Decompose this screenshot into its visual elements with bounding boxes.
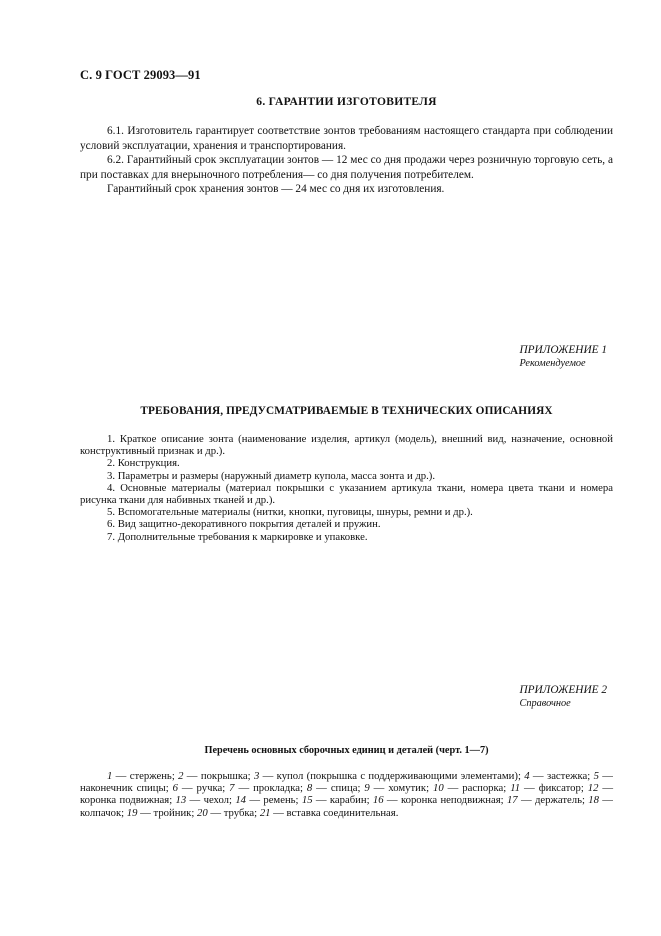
paragraph-6-1: 6.1. Изготовитель гарантирует соответствие зонтов требованиям настоящего стандарта при соблюдении условий эксплуатации, хранения и транспортирования. <box>80 125 613 152</box>
part-number: 16 <box>372 794 384 807</box>
part-item: 8 — спица; <box>306 782 365 795</box>
part-name: прокладка <box>253 782 300 795</box>
part-number: 10 <box>433 782 444 795</box>
appendix-1-label-block <box>519 343 607 371</box>
appendix-2-title: Перечень основных сборочных единиц и деталей (черт. 1—7) <box>204 745 489 756</box>
section-6-paragraph-2 <box>80 153 613 182</box>
part-item: 14 — ремень; <box>235 794 302 807</box>
part-number: 21 <box>259 806 271 819</box>
part-name: фиксатор <box>538 782 581 795</box>
paragraph-6-2: 6.2. Гарантийный срок эксплуатации зонтов — 12 мес со дня продажи через розничную торговую сеть, а при поставках для внерыночного потребления— со дня получения потребителем. <box>80 154 613 181</box>
part-number: 3 <box>253 770 260 782</box>
part-name: застежка <box>546 770 588 782</box>
part-name: ремень <box>263 794 296 807</box>
part-item: 19 — тройник; <box>126 806 198 819</box>
page-header: С. 9 ГОСТ 29093—91 <box>80 68 201 82</box>
part-number: 15 <box>301 794 313 807</box>
part-number: 2 <box>178 770 184 782</box>
part-number: 18 <box>588 794 599 807</box>
part-item: 10 — распорка; <box>433 782 511 795</box>
parts-list <box>80 770 613 819</box>
part-name: хомутик <box>388 782 427 795</box>
part-number: 6 <box>172 782 178 795</box>
appendix-2-label-block <box>519 683 607 711</box>
part-number: 14 <box>235 794 246 807</box>
part-number: 1 <box>107 770 113 782</box>
list-item: 7. Дополнительные требования к маркировке и упаковке. <box>107 530 368 543</box>
part-number: 20 <box>197 806 208 819</box>
part-item: 5 — наконечник спицы; <box>80 770 613 795</box>
list-item: 5. Вспомогательные материалы (нитки, кнопки, пуговицы, шнуры, ремни и др.). <box>107 506 473 519</box>
part-item: 17 — держатель; <box>506 794 589 807</box>
part-number: 4 <box>524 770 530 782</box>
part-number: 8 <box>306 782 313 795</box>
section-6-title: 6. ГАРАНТИИ ИЗГОТОВИТЕЛЯ <box>256 96 437 108</box>
part-item: 6 — ручка; <box>172 782 230 795</box>
section-6-paragraph-3 <box>80 182 613 197</box>
part-name: распорка <box>462 782 504 795</box>
part-item: 20 — трубка; <box>197 806 260 819</box>
part-item: 7 — прокладка; <box>229 782 307 795</box>
appendix-2-label: ПРИЛОЖЕНИЕ 2 <box>519 684 607 696</box>
appendix-1-title: ТРЕБОВАНИЯ, ПРЕДУСМАТРИВАЕМЫЕ В ТЕХНИЧЕСКИХ ОПИСАНИЯХ <box>140 405 553 417</box>
part-number: 17 <box>506 794 518 807</box>
part-name: коронка подвижная <box>80 794 170 807</box>
part-number: 9 <box>364 782 370 795</box>
list-item: 1. Краткое описание зонта (наименование изделия, артикул (модель), внешний вид, назначение, основной конструктивный признак и др.). <box>80 433 613 458</box>
part-name: коронка неподвижная <box>400 794 501 807</box>
part-number: 7 <box>229 782 235 795</box>
part-name: колпачок <box>80 806 122 819</box>
part-name: чехол <box>203 794 230 807</box>
requirements-list <box>80 433 613 543</box>
part-name: тройник <box>153 806 192 819</box>
part-name: ручка <box>196 782 223 795</box>
part-number: 12 <box>587 782 599 795</box>
part-number: 13 <box>175 794 187 807</box>
list-item: 3. Параметры и размеры (наружный диаметр купола, масса зонта и др.). <box>107 469 436 482</box>
part-name: держатель <box>534 794 582 807</box>
part-name: наконечник спицы <box>80 782 166 795</box>
part-item: 16 — коронка неподвижная; <box>372 794 507 807</box>
part-name: купол (покрышка с поддерживающими элементами) <box>276 770 518 782</box>
part-number: 5 <box>593 770 599 782</box>
part-name: трубка <box>223 806 255 819</box>
appendix-2-status: Справочное <box>519 698 571 709</box>
part-item: 1 — стержень; <box>107 770 179 782</box>
part-item: 13 — чехол; <box>175 794 236 807</box>
part-name: стержень <box>129 770 172 782</box>
part-item: 11 — фиксатор; <box>510 782 588 795</box>
appendix-1-label: ПРИЛОЖЕНИЕ 1 <box>519 344 607 356</box>
part-item: 4 — застежка; <box>524 770 594 782</box>
part-item: 2 — покрышка; <box>178 770 254 782</box>
paragraph-6-3: Гарантийный срок хранения зонтов — 24 мес со дня их изготовления. <box>107 183 445 195</box>
appendix-1-status: Рекомендуемое <box>519 358 586 369</box>
part-name: вставка соединительная <box>286 806 396 819</box>
list-item: 4. Основные материалы (материал покрышки с указанием артикула ткани, номера цвета ткани и номера рисунка ткани для набивных тканей и др.). <box>80 481 613 507</box>
section-6-paragraph-1 <box>80 124 613 153</box>
part-name: спица <box>330 782 358 795</box>
part-item: 18 — колпачок; <box>80 794 613 819</box>
part-item: 21 — вставка соединительная. <box>259 806 399 819</box>
part-name: карабин <box>329 794 367 807</box>
part-item: 3 — купол (покрышка с поддерживающими элементами); <box>253 770 525 782</box>
part-number: 11 <box>510 782 521 795</box>
list-item: 6. Вид защитно-декоративного покрытия деталей и пружин. <box>107 518 381 531</box>
part-number: 19 <box>126 806 138 819</box>
part-item: 12 — коронка подвижная; <box>80 782 614 807</box>
part-item: 15 — карабин; <box>301 794 373 807</box>
part-item: 9 — хомутик; <box>364 782 433 795</box>
part-name: покрышка <box>200 770 248 782</box>
list-item: 2. Конструкция. <box>107 457 180 470</box>
